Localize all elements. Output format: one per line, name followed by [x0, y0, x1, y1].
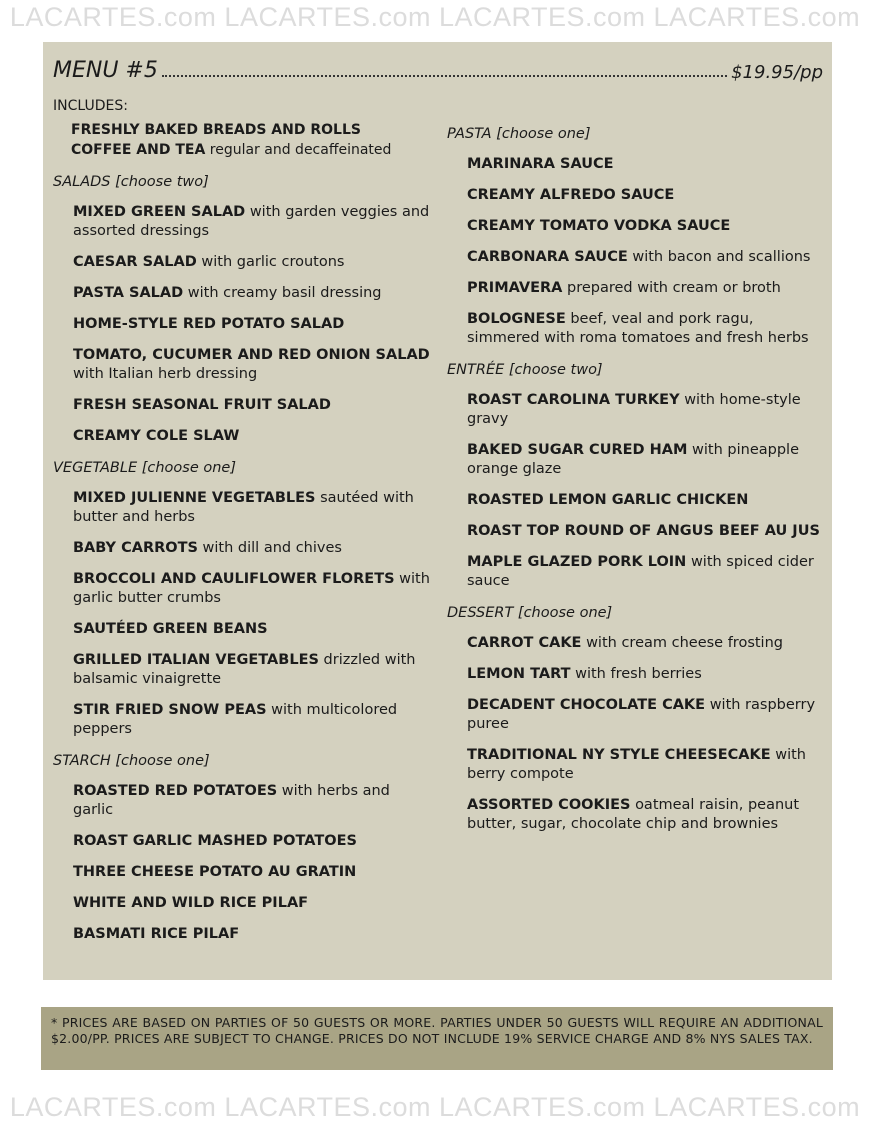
entree-list [467, 391, 827, 591]
menu-item-name: LEMON TART [467, 666, 571, 682]
section-title-vegetable: VEGETABLE [choose one] [53, 460, 237, 476]
menu-item-name: CREAMY COLE SLAW [73, 428, 240, 444]
menu-item-name: BAKED SUGAR CURED HAM [467, 442, 688, 458]
includes-list [53, 120, 433, 160]
menu-item [73, 346, 433, 384]
menu-item-description: prepared with cream or broth [566, 280, 781, 296]
menu-item-name: WHITE AND WILD RICE PILAF [73, 895, 309, 911]
menu-item-description: sautéed with butter and herbs [73, 490, 414, 525]
menu-item-name: COFFEE AND TEA [71, 142, 206, 158]
menu-header [53, 53, 823, 83]
menu-item-name: MIXED GREEN SALAD [73, 204, 246, 220]
menu-item [73, 570, 433, 608]
menu-item-name: BABY CARROTS [73, 540, 198, 556]
menu-item [73, 782, 433, 820]
menu-item [467, 553, 827, 591]
section-title-salads: SALADS [choose two] [53, 174, 209, 190]
menu-item-name: CAESAR SALAD [73, 254, 197, 270]
dessert-list [467, 634, 827, 834]
menu-item-name: DECADENT CHOCOLATE CAKE [467, 697, 706, 713]
pasta-list [467, 155, 827, 348]
menu-item [467, 186, 827, 205]
menu-item-name: GRILLED ITALIAN VEGETABLES [73, 652, 319, 668]
menu-item-description: with cream cheese frosting [586, 635, 783, 651]
right-column [447, 124, 827, 846]
menu-item [467, 279, 827, 298]
section-title-dessert: DESSERT [choose one] [447, 605, 613, 621]
watermark-top: LACARTES.com LACARTES.com LACARTES.com LACARTES.com [9, 2, 861, 32]
menu-item [73, 253, 433, 272]
menu-item-name: CREAMY TOMATO VODKA SAUCE [467, 218, 731, 234]
menu-item-description: with multicolored peppers [73, 702, 398, 737]
menu-item-name: TOMATO, CUCUMER AND RED ONION SALAD [73, 347, 430, 363]
menu-panel [43, 42, 832, 980]
menu-item-name: BOLOGNESE [467, 311, 566, 327]
menu-item [467, 248, 827, 267]
menu-item-description: with berry compote [467, 747, 806, 782]
menu-item-name: ROASTED RED POTATOES [73, 783, 278, 799]
menu-item-name: ROASTED LEMON GARLIC CHICKEN [467, 492, 749, 508]
menu-item-description: with spiced cider sauce [467, 554, 814, 589]
watermark-bottom: LACARTES.com LACARTES.com LACARTES.com LACARTES.com [9, 1092, 861, 1122]
menu-item [73, 539, 433, 558]
starch-list [73, 782, 433, 944]
menu-item-name: THREE CHEESE POTATO AU GRATIN [73, 864, 357, 880]
menu-item-name: TRADITIONAL NY STYLE CHEESECAKE [467, 747, 771, 763]
menu-item-description: with garlic butter crumbs [73, 571, 430, 606]
menu-item [73, 701, 433, 739]
menu-item-name: CREAMY ALFREDO SAUCE [467, 187, 675, 203]
left-column [53, 98, 433, 956]
menu-item-name: PASTA SALAD [73, 285, 184, 301]
section-title-starch: STARCH [choose one] [53, 753, 210, 769]
menu-item-description: with garden veggies and assorted dressings [73, 204, 430, 239]
menu-item-name: MAPLE GLAZED PORK LOIN [467, 554, 687, 570]
menu-item-description: with pineapple orange glaze [467, 442, 799, 477]
includes-label: INCLUDES: [53, 98, 128, 114]
menu-item-name: ROAST TOP ROUND OF ANGUS BEEF AU JUS [467, 523, 820, 539]
menu-item-name: FRESH SEASONAL FRUIT SALAD [73, 397, 331, 413]
menu-item-description: drizzled with balsamic vinaigrette [73, 652, 416, 687]
salads-list [73, 203, 433, 446]
menu-item-name: STIR FRIED SNOW PEAS [73, 702, 267, 718]
menu-item [73, 894, 433, 913]
menu-item [73, 203, 433, 241]
menu-item [73, 832, 433, 851]
menu-item [467, 491, 827, 510]
dot-leader [162, 75, 727, 77]
menu-item [73, 284, 433, 303]
menu-item-name: BASMATI RICE PILAF [73, 926, 240, 942]
menu-item-name: MIXED JULIENNE VEGETABLES [73, 490, 316, 506]
menu-item [73, 651, 433, 689]
menu-item-description: oatmeal raisin, peanut butter, sugar, chocolate chip and brownies [467, 797, 800, 832]
section-title-pasta: PASTA [choose one] [447, 126, 591, 142]
menu-item-name: ASSORTED COOKIES [467, 797, 631, 813]
menu-item [467, 217, 827, 236]
vegetable-list [73, 489, 433, 739]
menu-item [73, 315, 433, 334]
menu-item [73, 620, 433, 639]
menu-item-description: regular and decaffeinated [209, 142, 392, 158]
menu-item [73, 396, 433, 415]
menu-item-name: ROAST CAROLINA TURKEY [467, 392, 680, 408]
menu-item [467, 310, 827, 348]
menu-item [467, 441, 827, 479]
menu-item-name: CARBONARA SAUCE [467, 249, 628, 265]
menu-title: MENU #5 [53, 58, 158, 83]
menu-item [467, 796, 827, 834]
menu-item-description: with home-style gravy [467, 392, 801, 427]
menu-item [73, 427, 433, 446]
menu-item-description: with bacon and scallions [632, 249, 811, 265]
menu-item-description: with raspberry puree [467, 697, 816, 732]
menu-item [467, 634, 827, 653]
menu-item [467, 391, 827, 429]
menu-item-description: with creamy basil dressing [187, 285, 382, 301]
menu-item [71, 120, 433, 140]
menu-price: $19.95/pp [731, 62, 823, 83]
menu-item-description: beef, veal and pork ragu, simmered with roma tomatoes and fresh herbs [467, 311, 809, 346]
menu-item-description: with herbs and garlic [73, 783, 390, 818]
pricing-footer [41, 1007, 833, 1070]
menu-item-name: CARROT CAKE [467, 635, 582, 651]
menu-item-name: BROCCOLI AND CAULIFLOWER FLORETS [73, 571, 395, 587]
menu-item [73, 489, 433, 527]
menu-item [467, 155, 827, 174]
menu-item-name: HOME-STYLE RED POTATO SALAD [73, 316, 345, 332]
menu-item [73, 925, 433, 944]
menu-item [467, 665, 827, 684]
menu-item [467, 522, 827, 541]
menu-item-description: with dill and chives [202, 540, 342, 556]
menu-item [467, 746, 827, 784]
menu-item-description: with garlic croutons [201, 254, 345, 270]
menu-item-description: with Italian herb dressing [73, 366, 258, 382]
menu-item [71, 140, 433, 160]
menu-item-name: FRESHLY BAKED BREADS AND ROLLS [71, 122, 361, 138]
menu-item-name: ROAST GARLIC MASHED POTATOES [73, 833, 357, 849]
menu-item-name: PRIMAVERA [467, 280, 563, 296]
menu-item-name: SAUTÉED GREEN BEANS [73, 621, 268, 637]
menu-item-name: MARINARA SAUCE [467, 156, 614, 172]
menu-item [467, 696, 827, 734]
footer-note: * PRICES ARE BASED ON PARTIES OF 50 GUESTS OR MORE. PARTIES UNDER 50 GUESTS WILL REQUIRE AN ADDITIONAL $2.00/PP. PRICES ARE SUBJECT TO CHANGE. PRICES DO NOT INCLUDE 19% SERVICE CHARGE AND 8% NYS SALES TAX. [51, 1015, 823, 1046]
menu-item [73, 863, 433, 882]
section-title-entree: ENTRÉE [choose two] [447, 362, 603, 378]
menu-item-description: with fresh berries [575, 666, 702, 682]
